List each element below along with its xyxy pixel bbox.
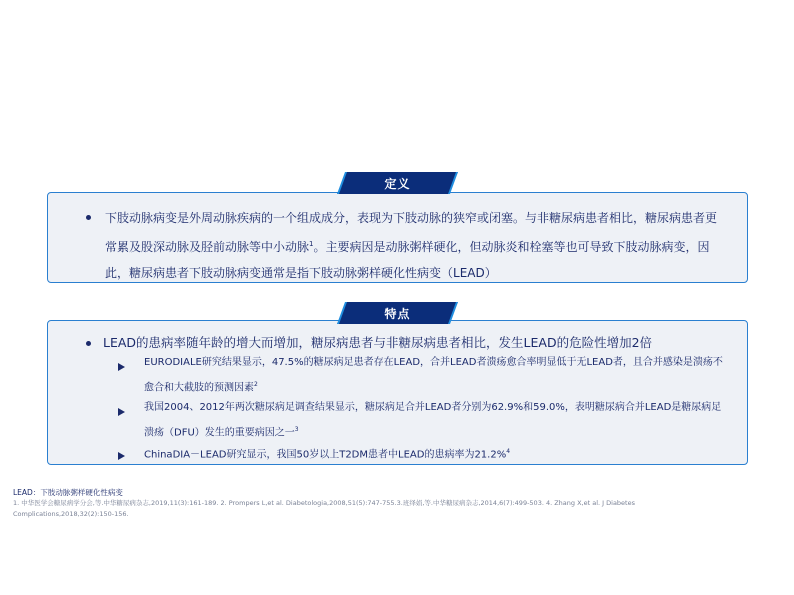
list-item-text: [144, 352, 724, 399]
triangle-arrow-icon: [118, 452, 125, 460]
citation-1: 1: [309, 240, 314, 248]
triangle-arrow-icon: [118, 408, 125, 416]
features-title: 特点: [384, 306, 411, 321]
references: 1. 中华医学会糖尿病学分会,等.中华糖尿病杂志,2019,11(3):161-189. 2. Prompers L,et al. Diabetologia,2008,51(5):747-755.3.班绎娟,等.中华糖尿病杂志,2014,6(7):499-503. 4. Zhang X,et al. J Diabetes Complications,2018,32(2):150-156.: [13, 499, 635, 518]
abbreviation-note: LEAD：下肢动脉粥样硬化性病变: [13, 488, 123, 497]
definition-card: [47, 192, 748, 283]
triangle-arrow-icon: [118, 363, 125, 371]
definition-text-main: 下肢动脉病变是外周动脉疾病的一个组成成分，表现为下肢动脉的狭窄或闭塞。与非糖尿病患者相比，糖尿病患者更常累及股深动脉及胫前动脉等中小动脉: [105, 211, 718, 254]
list-item-body: 我国2004、2012年两次糖尿病足调查结果显示，糖尿病足合并LEAD者分别为62.9%和59.0%，表明糖尿病合并LEAD是糖尿病足溃疡（DFU）发生的重要病因之一: [144, 402, 722, 439]
definition-tab: [337, 172, 458, 194]
features-main-point: LEAD的患病率随年龄的增大而增加，糖尿病患者与非糖尿病患者相比，发生LEAD的危险性增加2倍: [103, 335, 653, 350]
bullet-dot: [86, 215, 91, 220]
bullet-dot: [86, 341, 91, 346]
list-item-body: ChinaDIA－LEAD研究显示，我国50岁以上T2DM患者中LEAD的患病率为21.2%: [144, 449, 507, 461]
definition-text: [105, 205, 717, 286]
list-item-text: [144, 397, 724, 444]
features-card: [47, 320, 748, 465]
citation-3: 3: [294, 426, 299, 433]
list-item-body: EURODIALE研究结果显示，47.5%的糖尿病足患者存在LEAD，合并LEAD者溃疡愈合率明显低于无LEAD者，且合并感染是溃疡不愈合和大截肢的预测因素: [144, 357, 723, 394]
definition-text-rest: 。主要病因是动脉粥样硬化，但动脉炎和栓塞等也可导致下肢动脉病变，因此，糖尿病患者下肢动脉病变通常是指下肢动脉粥样硬化性病变（LEAD）: [105, 240, 710, 280]
list-item-text: [144, 441, 724, 466]
citation-4: 4: [506, 448, 511, 455]
citation-2: 2: [254, 381, 258, 388]
features-tab: [337, 302, 458, 324]
definition-title: 定义: [384, 176, 411, 191]
